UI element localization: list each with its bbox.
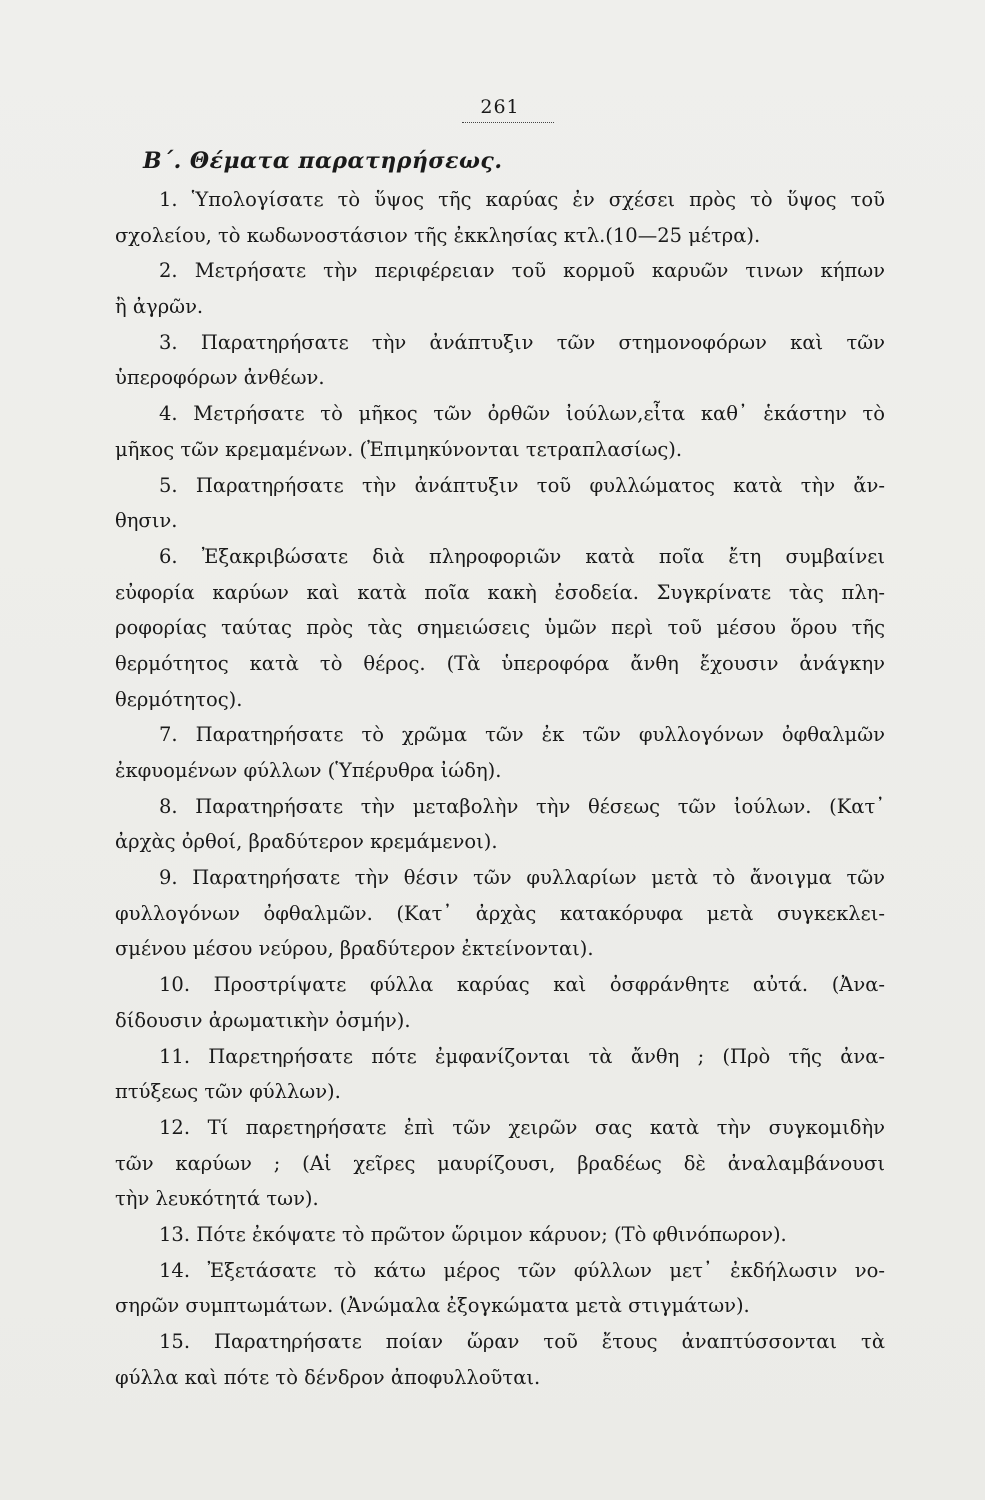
list-item	[115, 1324, 885, 1395]
text-line: ἢ ἀγρῶν.	[115, 295, 204, 319]
text-line: τῶν καρύων ; (Αἱ χεῖρες μαυρίζουσι, βραδέως δὲ ἀναλαμβάνουσι	[115, 1151, 885, 1175]
list-item	[115, 396, 885, 467]
section-title: Β΄. Θέματα παρατηρήσεως.	[143, 148, 503, 174]
text-line: φυλλογόνων ὀφθαλμῶν. (Κατ᾽ ἀρχὰς κατακόρυφα μετὰ συγκεκλει-	[115, 901, 885, 925]
list-item	[115, 325, 885, 396]
text-line: 3. Παρατηρήσατε τὴν ἀνάπτυξιν τῶν στημονοφόρων καὶ τῶν	[159, 330, 885, 354]
list-item	[115, 468, 885, 539]
list-item	[115, 182, 885, 253]
text-line: θερμότητος).	[115, 687, 243, 711]
list-item	[115, 1253, 885, 1324]
text-line: ἀρχὰς ὀρθοί, βραδύτερον κρεμάμενοι).	[115, 830, 498, 854]
text-line: 11. Παρετηρήσατε πότε ἐμφανίζονται τὰ ἄνθη ; (Πρὸ τῆς ἀνα-	[159, 1044, 885, 1068]
list-item	[115, 860, 885, 967]
list-item	[115, 1217, 885, 1253]
list-item	[115, 1039, 885, 1110]
page-number-rule	[462, 122, 554, 123]
text-line: ἐκφυομένων φύλλων (Ὑπέρυθρα ἰώδη).	[115, 759, 502, 782]
text-line: θησιν.	[115, 509, 178, 533]
text-line: σηρῶν συμπτωμάτων. (Ἀνώμαλα ἐξογκώματα μετὰ στιγμάτων).	[115, 1294, 750, 1318]
text-line: 6. Ἐξακριβώσατε διὰ πληροφοριῶν κατὰ ποῖα ἔτη συμβαίνει	[159, 544, 885, 568]
list-item	[115, 1110, 885, 1217]
list-item	[115, 717, 885, 788]
text-line: 12. Τί παρετηρήσατε ἐπὶ τῶν χειρῶν σας κατὰ τὴν συγκομιδὴν	[159, 1115, 885, 1139]
text-line: ροφορίας ταύτας πρὸς τὰς σημειώσεις ὑμῶν περὶ τοῦ μέσου ὅρου τῆς	[115, 616, 885, 640]
text-line: μῆκος τῶν κρεμαμένων. (Ἐπιμηκύνονται τετραπλασίως).	[115, 437, 683, 461]
text-line: 2. Μετρήσατε τὴν περιφέρειαν τοῦ κορμοῦ καρυῶν τινων κήπων	[159, 259, 885, 283]
text-line: πτύξεως τῶν φύλλων).	[115, 1080, 341, 1104]
list-item	[115, 253, 885, 324]
text-line: σχολείου, τὸ κωδωνοστάσιον τῆς ἐκκλησίας κτλ.(10—25 μέτρα).	[115, 223, 761, 247]
text-line: 1. Ὑπολογίσατε τὸ ὕψος τῆς καρύας ἐν σχέσει πρὸς τὸ ὕψος τοῦ	[159, 188, 885, 211]
text-line: 10. Προστρίψατε φύλλα καρύας καὶ ὀσφράνθητε αὐτά. (Ἀνα-	[159, 973, 885, 997]
text-line: 4. Μετρήσατε τὸ μῆκος τῶν ὀρθῶν ἰούλων,εἶτα καθ᾽ ἑκάστην τὸ	[159, 402, 885, 426]
text-line: φύλλα καὶ πότε τὸ δένδρον ἀποφυλλοῦται.	[115, 1365, 541, 1389]
text-line: 5. Παρατηρήσατε τὴν ἀνάπτυξιν τοῦ φυλλώματος κατὰ τὴν ἄν-	[159, 473, 885, 497]
text-line: 15. Παρατηρήσατε ποίαν ὥραν τοῦ ἔτους ἀναπτύσσονται τὰ	[159, 1330, 885, 1353]
text-line: θερμότητος κατὰ τὸ θέρος. (Τὰ ὑπεροφόρα ἄνθη ἔχουσιν ἀνάγκην	[115, 651, 885, 675]
numbered-list	[115, 182, 885, 1395]
text-line: ὑπεροφόρων ἀνθέων.	[115, 366, 325, 390]
text-line: 9. Παρατηρήσατε τὴν θέσιν τῶν φυλλαρίων μετὰ τὸ ἄνοιγμα τῶν	[159, 866, 885, 890]
page-number: 261	[480, 96, 520, 118]
list-item	[115, 539, 885, 717]
list-item	[115, 967, 885, 1038]
text-line: 7. Παρατηρήσατε τὸ χρῶμα τῶν ἐκ τῶν φυλλογόνων ὀφθαλμῶν	[159, 723, 885, 747]
text-line: 8. Παρατηρήσατε τὴν μεταβολὴν τὴν θέσεως τῶν ἰούλων. (Κατ᾽	[159, 794, 885, 818]
text-line: σμένου μέσου νεύρου, βραδύτερον ἐκτείνονται).	[115, 937, 594, 961]
text-line: 14. Ἐξετάσατε τὸ κάτω μέρος τῶν φύλλων μετ᾽ ἐκδήλωσιν νο-	[159, 1258, 885, 1282]
text-line: τὴν λευκότητά των).	[115, 1187, 319, 1211]
text-line: δίδουσιν ἀρωματικὴν ὀσμήν).	[115, 1008, 411, 1032]
text-line: εὐφορία καρύων καὶ κατὰ ποῖα κακὴ ἐσοδεία. Συγκρίνατε τὰς πλη-	[115, 580, 885, 604]
text-line: 13. Πότε ἐκόψατε τὸ πρῶτον ὥριμον κάρυον; (Τὸ φθινόπωρον).	[159, 1222, 787, 1246]
list-item	[115, 789, 885, 860]
